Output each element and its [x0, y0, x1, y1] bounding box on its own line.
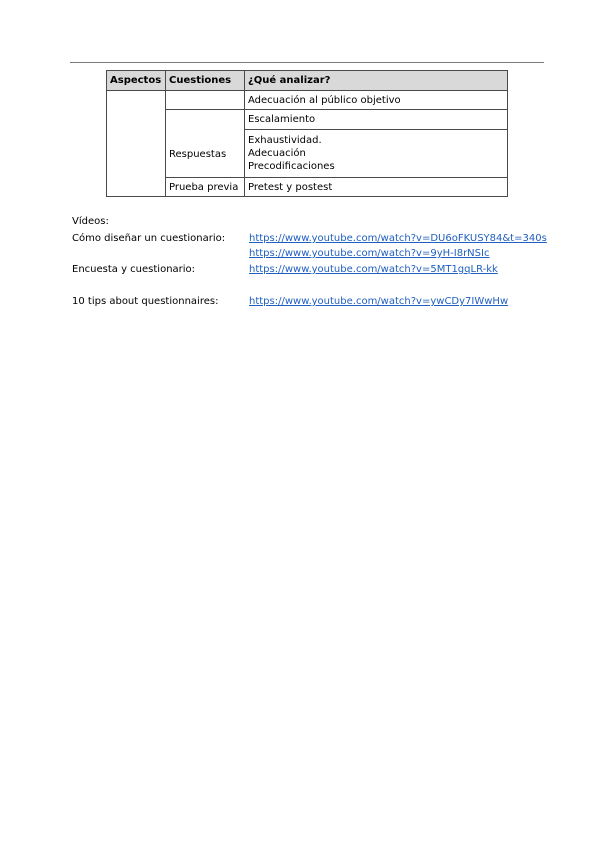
analizar-cell: Pretest y postest — [245, 178, 508, 197]
analizar-line: Exhaustividad. — [248, 135, 322, 146]
cuestion-cell: Respuestas — [166, 110, 245, 178]
video-link[interactable]: https://www.youtube.com/watch?v=ywCDy7IWwHw — [249, 296, 509, 307]
analizar-line: Adecuación — [248, 148, 306, 159]
aspectos-cell — [107, 91, 166, 197]
table-row — [107, 110, 508, 130]
video-link[interactable]: https://www.youtube.com/watch?v=9yH-I8rNSIc — [249, 248, 490, 259]
table-row — [107, 91, 508, 110]
cuestion-cell — [166, 91, 245, 110]
videos-heading: Vídeos: — [72, 216, 109, 227]
header-cuestiones: Cuestiones — [166, 71, 245, 91]
header-que-analizar: ¿Qué analizar? — [245, 71, 508, 91]
analizar-line: Precodificaciones — [248, 161, 335, 172]
analizar-cell — [245, 130, 508, 178]
video-label: Cómo diseñar un cuestionario: — [72, 233, 226, 244]
table-row — [107, 178, 508, 197]
header-rule — [70, 62, 544, 63]
video-link[interactable]: https://www.youtube.com/watch?v=DU6oFKUSY84&t=340s — [249, 233, 547, 244]
video-label: Encuesta y cuestionario: — [72, 264, 196, 275]
video-link[interactable]: https://www.youtube.com/watch?v=5MT1gqLR-kk — [249, 264, 498, 275]
analysis-table — [106, 70, 508, 197]
header-aspectos: Aspectos — [107, 71, 166, 91]
analizar-cell: Adecuación al público objetivo — [245, 91, 508, 110]
cuestion-cell: Prueba previa — [166, 178, 245, 197]
video-label: 10 tips about questionnaires: — [72, 296, 219, 307]
analizar-cell: Escalamiento — [245, 110, 508, 130]
table-header-row — [107, 71, 508, 91]
